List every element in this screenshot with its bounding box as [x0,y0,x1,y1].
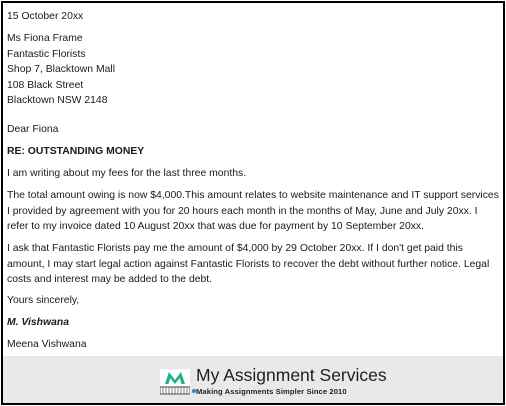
greeting: Dear Fiona [7,124,59,135]
recipient-shop: Shop 7, Blacktown Mall [7,64,116,75]
recipient-name: Ms Fiona Frame [7,33,83,44]
m-logo-icon [160,369,190,395]
closing: Yours sincerely, [7,295,80,306]
recipient-address [7,31,115,109]
paragraph-2: The total amount owing is now $4,000.This amount relates to website maintenance and IT support services I provided by agreement with you for 20 hours each month in the months of May, June and July 20xx. I refer to my invoice dated 10 August 20xx that was due for payment by 10 September 20xx. [7,190,499,232]
paragraph-3: I ask that Fantastic Florists pay me the amount of $4,000 by 29 October 20xx. If I don't get paid this amount, I may start legal action against Fantastic Florists to recover the debt without further notice. Legal costs and interest may be added to the debt. [7,243,490,285]
recipient-street: 108 Black Street [7,79,84,91]
brand-footer [3,356,503,403]
paragraph-1: I am writing about my fees for the last three months. [7,168,247,179]
brand-name: My Assignment Services [196,365,387,385]
recipient-company: Fantastic Florists [7,48,86,60]
sender-name: Meena Vishwana [7,339,87,350]
recipient-city: Blacktown NSW 2148 [7,95,108,106]
subject-line: RE: OUTSTANDING MONEY [7,146,145,157]
brand-tagline: Making Assignments Simpler Since 2010 [196,387,347,396]
document-frame [1,1,505,405]
signature: M. Vishwana [7,317,69,328]
letter-date: 15 October 20xx [7,11,84,22]
